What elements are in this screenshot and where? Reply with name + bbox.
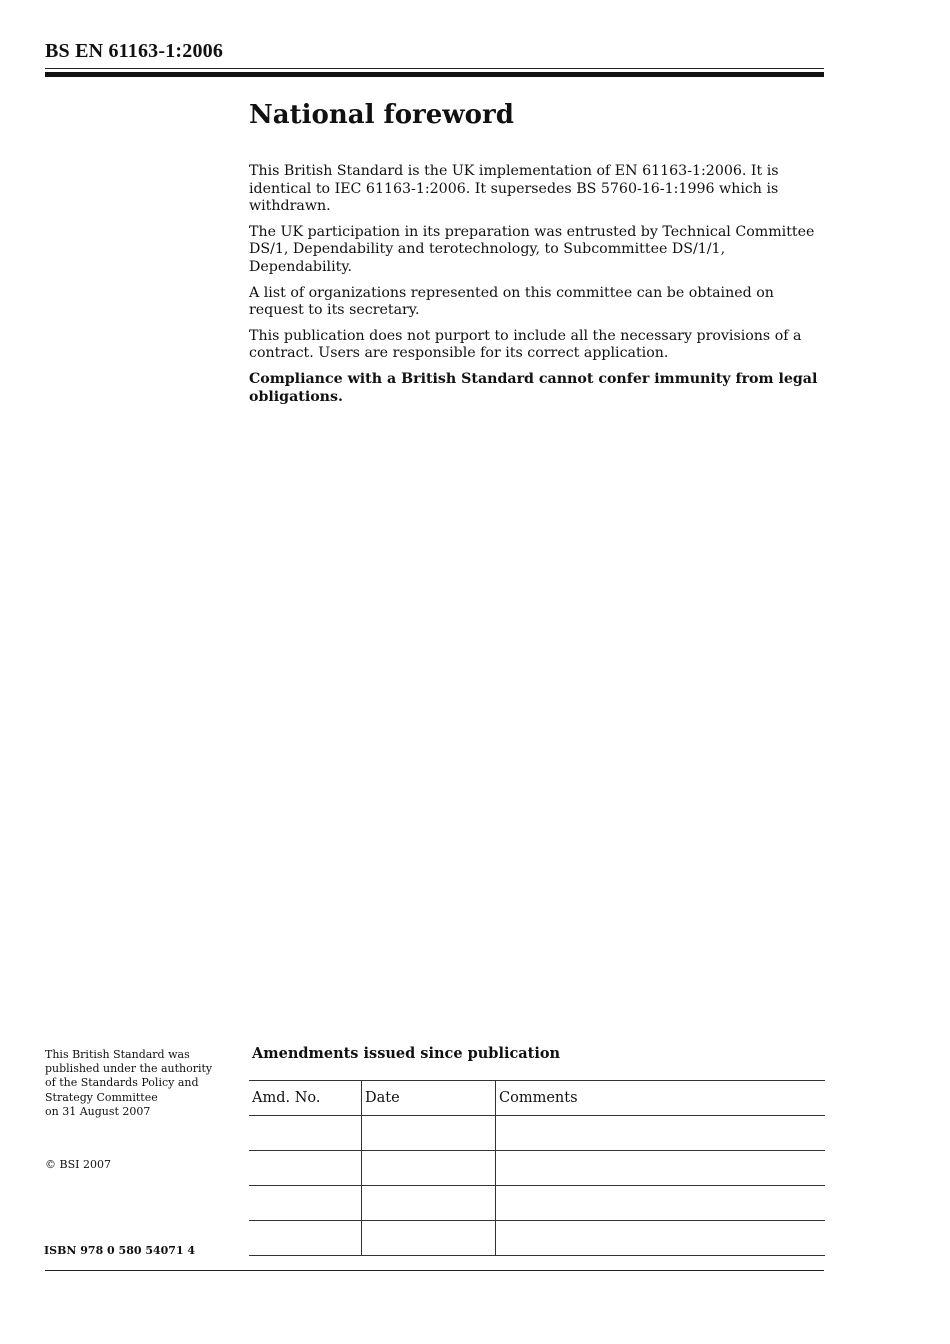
paragraph-participation: The UK participation in its preparation was entrusted by Technical Committee DS/1, Dependability and terotechnology, to Subcommittee DS/1/1, Dependability. bbox=[249, 223, 815, 275]
table-cell bbox=[362, 1151, 496, 1186]
document-id: BS EN 61163-1:2006 bbox=[45, 40, 224, 62]
header-rule-thin bbox=[45, 68, 824, 69]
column-header-date: Date bbox=[362, 1081, 496, 1116]
table-row bbox=[249, 1221, 825, 1256]
table-cell bbox=[496, 1116, 826, 1151]
table-row bbox=[249, 1116, 825, 1151]
publication-line: of the Standards Policy and bbox=[45, 1076, 199, 1090]
publication-line: published under the authority bbox=[45, 1062, 213, 1076]
table-cell bbox=[249, 1221, 362, 1256]
paragraph-implementation: This British Standard is the UK implementation of EN 61163-1:2006. It is identical to IEC 61163-1:2006. It supersedes BS 5760-16-1:1996 which is withdrawn. bbox=[249, 163, 779, 215]
paragraph-organizations: A list of organizations represented on this committee can be obtained on request to its secretary. bbox=[249, 284, 774, 319]
table-cell bbox=[362, 1221, 496, 1256]
column-header-amd-no: Amd. No. bbox=[249, 1081, 362, 1116]
table-cell bbox=[249, 1151, 362, 1186]
table-cell bbox=[249, 1116, 362, 1151]
amendments-title: Amendments issued since publication bbox=[252, 1045, 561, 1062]
publication-line: Strategy Committee bbox=[45, 1090, 158, 1104]
table-cell bbox=[362, 1186, 496, 1221]
table-cell bbox=[249, 1186, 362, 1221]
isbn: ISBN 978 0 580 54071 4 bbox=[44, 1244, 196, 1257]
table-row bbox=[249, 1151, 825, 1186]
amendments-table bbox=[249, 1080, 825, 1256]
table-cell bbox=[496, 1186, 826, 1221]
publication-note bbox=[45, 1048, 235, 1119]
copyright-notice: © BSI 2007 bbox=[45, 1158, 111, 1171]
page-title: National foreword bbox=[249, 100, 514, 130]
publication-line: This British Standard was bbox=[45, 1048, 190, 1061]
paragraph-compliance: Compliance with a British Standard cannot confer immunity from legal obligations. bbox=[249, 370, 818, 405]
table-cell bbox=[496, 1151, 826, 1186]
table-cell bbox=[496, 1221, 826, 1256]
header-rule-thick bbox=[45, 72, 824, 77]
table-header-row bbox=[249, 1081, 825, 1116]
publication-line: on 31 August 2007 bbox=[45, 1104, 151, 1118]
footer-rule bbox=[45, 1270, 824, 1271]
table-row bbox=[249, 1186, 825, 1221]
paragraph-provisions: This publication does not purport to include all the necessary provisions of a contract. Users are responsible for its correct application. bbox=[249, 327, 802, 362]
table-cell bbox=[362, 1116, 496, 1151]
column-header-comments: Comments bbox=[496, 1081, 826, 1116]
foreword-body bbox=[249, 163, 829, 414]
